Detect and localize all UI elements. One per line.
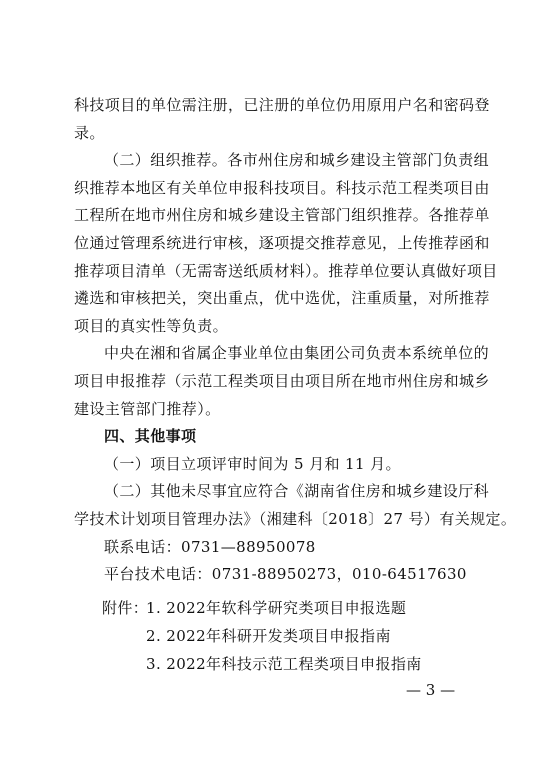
attachments-label: 附件： bbox=[102, 599, 149, 617]
body-text-line: 织推荐本地区有关单位申报科技项目。科技示范工程类项目由 bbox=[74, 179, 490, 197]
paragraph-start: 中央在湘和省属企事业单位由集团公司负责本系统单位的 bbox=[104, 344, 490, 362]
body-text-line: 工程所在地市州住房和城乡建设主管部门组织推荐。各推荐单 bbox=[74, 206, 490, 224]
contact-phone: 联系电话：0731—88950078 bbox=[104, 538, 316, 556]
paragraph-start: （一）项目立项评审时间为 5 月和 11 月。 bbox=[104, 455, 401, 473]
platform-support-phone: 平台技术电话：0731-88950273，010-64517630 bbox=[104, 565, 467, 583]
body-text-line: 项目申报推荐（示范工程类项目由项目所在地市州住房和城乡 bbox=[74, 372, 490, 390]
body-text-line: 推荐项目清单（无需寄送纸质材料）。推荐单位要认真做好项目 bbox=[74, 262, 498, 280]
body-text-line: 科技项目的单位需注册，已注册的单位仍用原用户名和密码登 bbox=[74, 96, 490, 114]
paragraph-start: （二）其他未尽事宜应符合《湖南省住房和城乡建设厅科 bbox=[104, 482, 490, 500]
body-text-line: 位通过管理系统进行审核，逐项提交推荐意见，上传推荐函和 bbox=[74, 234, 490, 252]
attachment-item: 1. 2022年软科学研究类项目申报选题 bbox=[146, 599, 407, 617]
body-text-line: 学技术计划项目管理办法》（湘建科〔2018〕27 号）有关规定。 bbox=[74, 510, 517, 528]
body-text-line: 项目的真实性等负责。 bbox=[74, 317, 229, 335]
body-text-line: 建设主管部门推荐）。 bbox=[74, 400, 221, 418]
section-paragraph-start: （二）组织推荐。各市州住房和城乡建设主管部门负责组 bbox=[104, 151, 490, 169]
page-number: — 3 — bbox=[406, 681, 456, 699]
body-text-line: 遴选和审核把关，突出重点，优中选优，注重质量，对所推荐 bbox=[74, 289, 490, 307]
attachment-item: 3. 2022年科技示范工程类项目申报指南 bbox=[146, 655, 422, 673]
attachment-item: 2. 2022年科研开发类项目申报指南 bbox=[146, 627, 391, 645]
body-text-line: 录。 bbox=[74, 124, 105, 142]
section-heading: 四、其他事项 bbox=[104, 427, 197, 445]
